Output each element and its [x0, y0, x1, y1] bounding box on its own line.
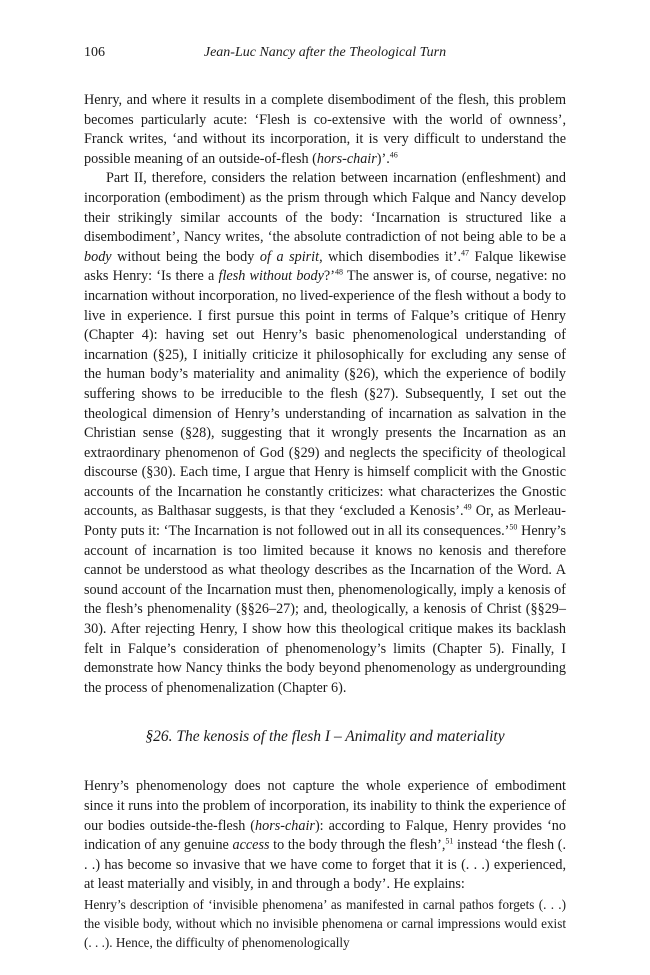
text-run: Or, as Merleau-Ponty puts it: ‘The Incarnation is not followed out in all its consequences.’: [84, 503, 566, 540]
text-run: Falque likewise asks Henry: ‘Is there a: [84, 248, 566, 285]
text-run: Henry’s phenomenology does not capture the whole experience of embodiment since it runs into the problem of incorporation, its inability to think the experience of our bodies outside-the-flesh (: [84, 778, 566, 834]
italic-term: hors-chair: [316, 150, 377, 167]
page-number: 106: [84, 45, 105, 60]
running-title: Jean-Luc Nancy after the Theological Turn: [203, 45, 447, 60]
text-run: ): according to Falque, Henry provides ‘no indication of any genuine: [84, 817, 566, 854]
italic-term: access: [232, 837, 270, 854]
text-run: The answer is, of course, negative: no incarnation without incorporation, no lived-experience of the flesh without a body to live in experience. I first pursue this point in terms of Falque’s critique of Henry (Chapter 4): having set out Henry’s basic phenomenological understanding of incarnation (§25), I initially criticize it philosophically for excluding any sense of the human body’s materiality and animality (§26), which the experience of bodily suffering shows to be irreducible to the flesh (§27). Subsequently, I set out the theological dimension of Henry’s understanding of incarnation as salvation in the Christian sense (§28), suggesting that it wrongly presents the Incarnation as an extraordinary phenomenon of God (§29) and neglects the specificity of theological discourse (§30). Each time, I argue that Henry is himself complicit with the Gnostic accounts of the Incarnation he constantly criticizes: what characterizes the Gnostic accounts, as Balthasar suggests, is that they ‘excluded a Kenosis’.: [84, 268, 566, 520]
footnote-ref[interactable]: 49: [463, 502, 472, 512]
footnote-ref[interactable]: 48: [334, 267, 343, 277]
text-run: Henry, and where it results in a complete disembodiment of the flesh, this problem becomes particularly acute: ‘Flesh is co-extensive with the world of ownness’, Franck writes, ‘and without its incorporation, it is very difficult to understand the possible meaning of an outside-of-flesh (: [84, 92, 566, 167]
paragraph-3: [84, 777, 566, 895]
text-run: ?’: [323, 268, 335, 285]
text-run: Part II, therefore, considers the relation between incarnation (enfleshment) and incorporation (embodiment) as the prism through which Falque and Nancy develop their strikingly similar accounts of the body: ‘Incarnation is structured like a disembodiment’, Nancy writes, ‘the absolute contradiction of not being able to be a: [84, 170, 566, 246]
text-run: instead ‘the flesh (. . .) has become so invasive that we have come to forget that it is (. . .) experienced, at least materially and visibly, in and through a body’. He explains:: [84, 837, 566, 893]
block-quote: Henry’s description of ‘invisible phenomena’ as manifested in carnal pathos forgets (. . .) the visible body, without which no invisible phenomena or carnal impressions would exist (. . .). Hence, the difficulty of phenomenologically: [84, 896, 566, 950]
italic-term: of a spirit: [259, 248, 320, 265]
section-heading: §26. The kenosis of the flesh I – Animality and materiality: [145, 728, 505, 746]
text-run: to the body through the flesh’,: [269, 837, 446, 854]
text-run: , which disembodies it’.: [319, 248, 462, 265]
footnote-ref[interactable]: 50: [509, 522, 518, 532]
text-run: Henry’s account of incarnation is too limited because it knows no kenosis and therefore cannot be understood as what theology describes as the Incarnation of the Word. A sound account of the Incarnation must then, phenomenologically, imply a kenosis of the flesh’s phenomenality (§§26–27); and, theologically, a kenosis of Christ (§§29–30). After rejecting Henry, I show how this theological critique makes its backlash felt in Falque’s consideration of phenomenology’s limits (Chapter 5). Finally, I demonstrate how Nancy thinks the body beyond phenomenology as undergrounding the process of phenomenalization (Chapter 6).: [84, 523, 567, 696]
paragraph-1: [84, 91, 566, 169]
footnote-ref[interactable]: 51: [445, 836, 454, 846]
italic-term: hors-chair: [255, 817, 315, 834]
footnote-ref[interactable]: 46: [389, 150, 398, 160]
paragraph-2: [84, 169, 566, 698]
italic-term: body: [84, 248, 112, 265]
running-header: [84, 43, 566, 63]
text-run: without being the body: [111, 248, 260, 265]
italic-term: flesh without body: [218, 268, 324, 285]
body-text: [84, 91, 566, 952]
text-run: )’.: [376, 150, 390, 167]
footnote-ref[interactable]: 47: [461, 248, 470, 258]
